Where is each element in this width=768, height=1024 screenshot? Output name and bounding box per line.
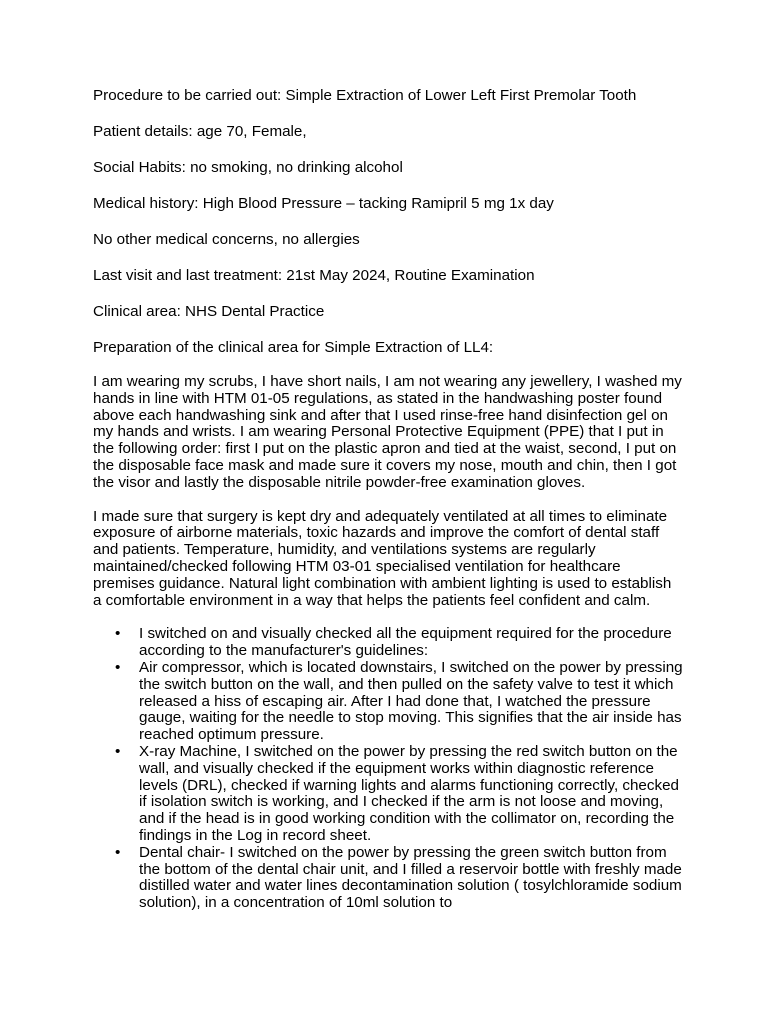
list-item-text: X-ray Machine, I switched on the power by pressing the red switch button on the wall, and visually checked if the equipment works within diagnostic reference levels (DRL), checked if warning lights and alarms functioning correctly, checked if isolation switch is working, and I checked if the arm is not loose and moving, and if the head is in good working condition with the collimator on, recording the findings in the Log in record sheet. <box>139 742 679 844</box>
bullet-icon: • <box>115 625 121 643</box>
social-habits-line: Social Habits: no smoking, no drinking alcohol <box>93 159 403 176</box>
environment-paragraph: I made sure that surgery is kept dry and adequately ventilated at all times to eliminate exposure of airborne materials, toxic hazards and improve the comfort of dental staff and patients. Temperature, humidity, and ventilations systems are regularly maintained/checked following HTM 03-01 specialised ventilation for healthcare premises guidance. Natural light combination with ambient lighting is used to establish a comfortable environment in a way that helps the patients feel confident and calm. <box>93 507 672 609</box>
ppe-paragraph: I am wearing my scrubs, I have short nails, I am not wearing any jewellery, I washed my hands in line with HTM 01-05 regulations, as stated in the handwashing poster found above each handwashing sink and after that I used rinse-free hand disinfection gel on my hands and wrists. I am wearing Personal Protective Equipment (PPE) that I put in the following order: first I put on the plastic apron and tied at the waist, second, I put on the disposable face mask and made sure it covers my nose, mouth and chin, then I got the visor and lastly the disposable nitrile powder-free examination gloves. <box>93 373 682 491</box>
bullet-icon: • <box>115 843 121 861</box>
medical-history-line: Medical history: High Blood Pressure – tacking Ramipril 5 mg 1x day <box>93 195 554 212</box>
equipment-checklist <box>93 626 683 912</box>
list-item-text: Air compressor, which is located downstairs, I switched on the power by pressing the switch button on the wall, and then pulled on the safety valve to test it which released a hiss of escaping air. After I had done that, I watched the pressure gauge, waiting for the needle to stop moving. This signifies that the air inside has reached optimum pressure. <box>139 658 683 744</box>
list-item <box>93 744 683 845</box>
list-item <box>93 626 683 660</box>
clinical-area-line: Clinical area: NHS Dental Practice <box>93 303 325 320</box>
list-item <box>93 845 683 912</box>
list-item-text: I switched on and visually checked all the equipment required for the procedure according to the manufacturer's guidelines: <box>139 625 672 660</box>
other-concerns-line: No other medical concerns, no allergies <box>93 231 360 248</box>
document-page <box>93 86 683 912</box>
preparation-heading: Preparation of the clinical area for Simple Extraction of LL4: <box>93 339 494 356</box>
bullet-icon: • <box>115 658 121 676</box>
procedure-line: Procedure to be carried out: Simple Extraction of Lower Left First Premolar Tooth <box>93 87 637 104</box>
bullet-icon: • <box>115 742 121 760</box>
list-item <box>93 660 683 744</box>
last-visit-line: Last visit and last treatment: 21st May 2024, Routine Examination <box>93 267 535 284</box>
patient-details-line: Patient details: age 70, Female, <box>93 123 307 140</box>
list-item-text: Dental chair- I switched on the power by pressing the green switch button from the bottom of the dental chair unit, and I filled a reservoir bottle with freshly made distilled water and water lines decontamination solution ( tosylchloramide sodium solution), in a concentration of 10ml solution to <box>139 843 682 912</box>
